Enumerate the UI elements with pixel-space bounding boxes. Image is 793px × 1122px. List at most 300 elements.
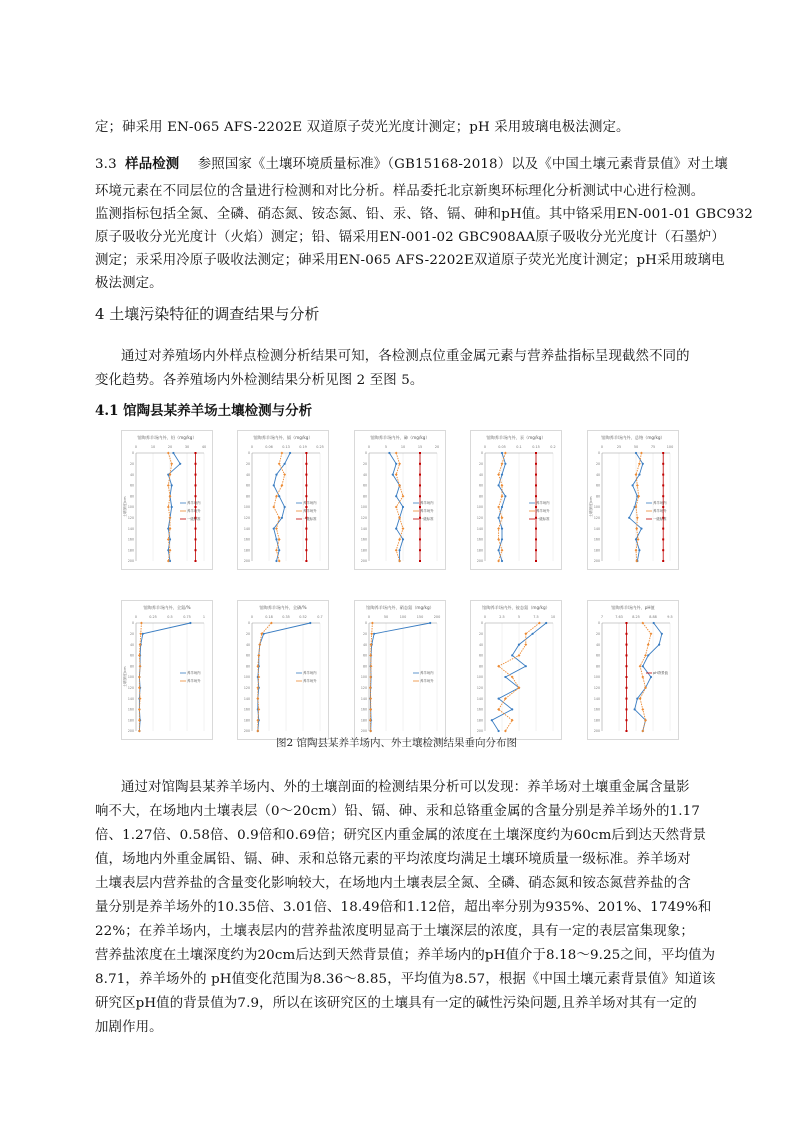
data-point [525, 665, 527, 667]
analysis-line: 倍、1.27倍、0.58倍、0.9倍和0.69倍；研究区内重金属的浓度在土壤深度约为60cm后到达天然背景 [95, 828, 707, 843]
data-point [275, 549, 278, 552]
y-tick-label: 160 [360, 537, 367, 542]
y-tick-label: 140 [127, 526, 134, 531]
data-point [501, 516, 504, 519]
y-tick-label: 200 [593, 559, 600, 564]
chart-svg [238, 431, 328, 569]
data-point [497, 473, 500, 476]
data-point [535, 484, 537, 486]
data-point [638, 549, 640, 551]
data-point [518, 654, 521, 657]
y-tick-label: 140 [360, 696, 367, 701]
series-line [274, 453, 285, 561]
y-tick-label: 120 [476, 686, 483, 690]
data-point [625, 622, 627, 624]
data-point [491, 719, 493, 721]
y-tick-label: 80 [129, 494, 134, 499]
data-point [275, 538, 277, 540]
data-point [498, 484, 500, 486]
chart-svg [588, 601, 678, 739]
chart-title: 馆陶养羊场内外、全磷/% [259, 605, 307, 610]
data-point [501, 549, 504, 552]
y-tick-label: 80 [245, 664, 250, 669]
data-point [628, 517, 630, 519]
data-point [535, 528, 537, 530]
data-point [171, 506, 173, 508]
x-tick-label: 8.88 [649, 615, 657, 619]
data-point [275, 527, 278, 530]
data-point [289, 452, 291, 454]
y-tick-label: 80 [478, 494, 483, 499]
analysis-line: 土壤表层内营养盐的含量变化影响较大，在场地内土壤表层全氮、全磷、硝态氮和铵态氮营养盐的含 [95, 876, 691, 891]
section-heading: 4 土壤污染特征的调查结果与分析 [95, 305, 320, 323]
chart-svg [355, 431, 445, 569]
chart-title: 馆陶养羊场内外、硝态氮（mg/kg） [366, 605, 434, 610]
x-tick-label: 0.52 [299, 615, 307, 619]
data-point [498, 517, 500, 519]
data-point [635, 527, 638, 530]
y-tick-label: 60 [595, 483, 600, 488]
data-point [504, 495, 506, 497]
legend-label: 一级标准 [420, 517, 434, 522]
series-line [139, 623, 190, 731]
y-tick-label: 80 [129, 664, 134, 669]
y-tick-label: 80 [595, 664, 600, 669]
x-tick-label: 0 [483, 615, 487, 619]
data-point [501, 452, 503, 454]
data-point [535, 538, 537, 540]
legend-label: pH背景值 [653, 671, 668, 676]
y-tick-label: 40 [362, 642, 367, 647]
data-point [402, 495, 405, 498]
chart-svg [238, 601, 328, 739]
profile-chart [237, 430, 329, 570]
data-point [195, 538, 197, 540]
data-point [419, 484, 421, 486]
data-point [497, 527, 500, 530]
y-tick-label: 0 [247, 451, 250, 456]
legend-label: 养羊场内 [536, 501, 550, 506]
y-tick-label: 20 [595, 632, 600, 636]
x-tick-label: 50 [383, 615, 389, 619]
section-number: 3.3 [95, 157, 117, 172]
y-tick-label: 200 [360, 559, 367, 564]
data-point [278, 549, 280, 551]
y-tick-label: 0 [131, 621, 134, 626]
data-point [650, 676, 652, 678]
chart-svg [588, 431, 678, 569]
data-point [625, 665, 627, 667]
data-point [662, 463, 664, 465]
data-point [169, 516, 172, 519]
data-point [370, 632, 373, 635]
data-point [640, 452, 643, 455]
y-tick-label: 40 [129, 642, 134, 647]
data-point [257, 654, 260, 657]
data-point [625, 676, 627, 678]
data-point [625, 708, 627, 710]
data-point [662, 474, 664, 476]
data-point [518, 644, 520, 646]
y-tick-label: 180 [360, 718, 367, 723]
y-tick-label: 140 [476, 696, 483, 701]
data-point [305, 560, 307, 562]
y-tick-label: 0 [247, 621, 250, 626]
data-point [662, 484, 664, 486]
chart-title: 馆陶养羊场内外、砷（mg/kg） [370, 435, 430, 440]
data-point [662, 452, 664, 454]
y-tick-label: 80 [478, 664, 483, 669]
data-point [498, 730, 500, 732]
y-tick-label: 120 [243, 516, 250, 520]
data-point [369, 654, 372, 657]
data-point [639, 665, 642, 668]
x-tick-label: 50 [633, 445, 639, 449]
data-point [504, 452, 507, 455]
y-tick-label: 0 [597, 451, 600, 456]
y-tick-label: 200 [476, 729, 483, 734]
data-point [273, 484, 275, 486]
data-point [419, 452, 421, 454]
data-point [511, 708, 513, 710]
x-tick-label: 7.5 [533, 615, 539, 619]
x-tick-label: 0.2 [550, 445, 556, 449]
y-tick-label: 180 [127, 718, 134, 723]
data-point [625, 633, 627, 635]
y-tick-label: 20 [478, 632, 483, 636]
profile-chart [587, 600, 679, 740]
data-point [305, 484, 307, 486]
y-tick-label: 40 [478, 642, 483, 647]
y-tick-label: 180 [360, 548, 367, 553]
legend-label: 一级标准 [653, 517, 667, 522]
chart-svg [471, 601, 561, 739]
legend-label: 一级标准 [536, 517, 550, 522]
y-tick-label: 40 [129, 472, 134, 477]
data-point [625, 719, 627, 721]
x-tick-label: 10 [550, 615, 556, 619]
data-point [501, 474, 503, 476]
chart-svg [122, 601, 212, 739]
data-point [419, 549, 421, 551]
data-point [399, 549, 401, 551]
data-point [398, 560, 401, 563]
section-text: 参照国家《土壤环境质量标准》（GB15168-2018）以及《中国土壤元素背景值》对土壤 [197, 157, 728, 172]
data-point [635, 473, 638, 476]
data-point [167, 506, 170, 509]
y-tick-label: 40 [362, 472, 367, 477]
y-tick-label: 80 [362, 664, 367, 669]
data-point [419, 474, 421, 476]
x-tick-label: 5 [517, 615, 521, 619]
data-point [305, 506, 307, 508]
y-tick-label: 180 [243, 718, 250, 723]
x-tick-label: 10 [150, 445, 156, 449]
x-tick-label: 0.25 [316, 445, 324, 449]
y-tick-label: 100 [127, 675, 134, 680]
analysis-line: 响不大，在场地内土壤表层（0～20cm）铅、镉、砷、汞和总铬重金属的含量分别是养羊场外的1.17 [95, 804, 701, 819]
data-point [641, 730, 644, 733]
analysis-line: 研究区pH值的背景值为7.9，所以在该研究区的土壤具有一定的碱性污染问题,且养羊场对其有一定的 [95, 996, 697, 1011]
x-tick-label: 2.5 [499, 615, 505, 619]
x-tick-label: 0 [367, 615, 371, 619]
data-point [634, 708, 636, 710]
y-tick-label: 120 [593, 516, 600, 520]
data-point [498, 698, 500, 700]
y-tick-label: 100 [476, 675, 483, 680]
data-point [256, 697, 259, 700]
data-point [632, 484, 634, 486]
legend-label: 养羊场内 [187, 671, 201, 676]
y-tick-label: 60 [478, 653, 483, 658]
analysis-line: 值，场地内外重金属铅、镉、砷、汞和总铬元素的平均浓度均满足土壤环境质量一级标准。养羊场对 [95, 852, 691, 867]
chart-svg [471, 431, 561, 569]
data-point [647, 643, 650, 646]
body-line: 环境元素在不同层位的含量进行检测和对比分析。样品委托北京新奥环标理化分析测试中心进行检测。 [95, 184, 705, 199]
data-point [636, 516, 639, 519]
y-tick-label: 20 [129, 462, 134, 466]
body-line: 测定；汞采用冷原子吸收法测定；砷采用EN-065 AFS-2202E双道原子荧光光度计测定；pH采用玻璃电 [95, 253, 725, 268]
x-tick-label: 0 [250, 445, 254, 449]
y-tick-label: 0 [597, 621, 600, 626]
y-tick-label: 200 [476, 559, 483, 564]
x-tick-label: 0.15 [532, 445, 540, 449]
chart-title: 馆陶养羊场内外、铅（mg/kg） [137, 435, 197, 440]
chart-title: 馆陶养羊场内外、汞（mg/kg） [486, 435, 546, 440]
profile-chart [470, 600, 562, 740]
y-tick-label: 120 [476, 516, 483, 520]
data-point [497, 560, 500, 563]
x-tick-label: 150 [416, 615, 424, 619]
data-point [535, 463, 537, 465]
y-tick-label: 140 [243, 696, 250, 701]
data-point [419, 560, 421, 562]
y-tick-label: 140 [593, 526, 600, 531]
data-point [283, 473, 286, 476]
x-tick-label: 100 [399, 615, 407, 619]
data-point [369, 730, 372, 733]
y-tick-label: 20 [245, 462, 250, 466]
chart-title: 馆陶养羊场内外、pH值 [611, 605, 655, 610]
data-point [139, 632, 142, 635]
y-tick-label: 100 [360, 505, 367, 510]
y-tick-label: 40 [595, 472, 600, 477]
data-point [305, 528, 307, 530]
y-tick-label: 80 [245, 494, 250, 499]
data-point [636, 484, 639, 487]
data-point [501, 506, 503, 508]
data-point [388, 452, 390, 454]
y-tick-label: 60 [245, 653, 250, 658]
chart-title: 馆陶养羊场内外、总铬（mg/kg） [601, 435, 665, 440]
paragraph-line: 变化趋势。各养殖场内外检测结果分析见图 2 至图 5。 [95, 373, 424, 388]
x-tick-label: 9.5 [667, 615, 673, 619]
data-point [172, 452, 174, 454]
analysis-line: 营养盐浓度在土壤深度约为20cm后达到天然背景值；养羊场内的pH值介于8.18～9.25之间，平均值为 [95, 948, 716, 963]
data-point [535, 474, 537, 476]
x-tick-label: 20 [434, 445, 440, 449]
data-point [642, 665, 644, 667]
data-point [625, 698, 627, 700]
data-point [419, 495, 421, 497]
y-tick-label: 140 [360, 526, 367, 531]
data-point [395, 452, 398, 455]
y-tick-label: 160 [593, 707, 600, 712]
data-point [398, 516, 401, 519]
profile-chart [354, 430, 446, 570]
data-point [305, 495, 307, 497]
y-tick-label: 0 [364, 621, 367, 626]
data-point [501, 528, 503, 530]
x-tick-label: 0 [134, 615, 138, 619]
data-point [661, 633, 663, 635]
x-tick-label: 0.7 [317, 615, 323, 619]
y-tick-label: 100 [243, 505, 250, 510]
x-tick-label: 7 [600, 615, 604, 619]
x-tick-label: 10 [400, 445, 406, 449]
y-tick-label: 80 [595, 494, 600, 499]
data-point [278, 538, 281, 541]
y-tick-label: 20 [129, 632, 134, 636]
data-point [167, 452, 170, 455]
data-point [653, 622, 655, 624]
data-point [524, 643, 527, 646]
series-line [274, 453, 290, 561]
data-point [169, 527, 172, 530]
data-point [395, 506, 398, 509]
data-point [369, 708, 372, 711]
data-point [501, 538, 503, 540]
data-point [636, 698, 638, 700]
data-point [640, 528, 642, 530]
y-tick-label: 100 [360, 675, 367, 680]
profile-chart [121, 430, 213, 570]
y-tick-label: 20 [245, 632, 250, 636]
x-tick-label: 0.25 [149, 615, 157, 619]
y-tick-label: 20 [478, 462, 483, 466]
data-point [140, 622, 143, 625]
y-tick-label: 180 [476, 548, 483, 553]
y-tick-label: 40 [245, 642, 250, 647]
y-tick-label: 120 [360, 516, 367, 520]
y-tick-label: 180 [593, 548, 600, 553]
y-tick-label: 0 [480, 621, 483, 626]
y-tick-label: 200 [243, 729, 250, 734]
x-tick-label: 20 [167, 445, 173, 449]
data-point [170, 462, 173, 465]
data-point [278, 495, 280, 497]
x-tick-label: 0.13 [282, 445, 290, 449]
data-point [167, 538, 170, 541]
y-tick-label: 120 [360, 686, 367, 690]
figure-caption: 图2 馆陶县某养羊场内、外土壤检测结果垂向分布图 [275, 737, 518, 749]
y-tick-label: 20 [362, 462, 367, 466]
data-point [498, 549, 500, 551]
x-tick-label: 0.75 [183, 615, 191, 619]
data-point [402, 538, 404, 540]
profile-chart [121, 600, 213, 740]
x-tick-label: 0 [600, 445, 604, 449]
data-point [662, 495, 664, 497]
legend-label: 养羊场内 [187, 501, 201, 506]
y-tick-label: 60 [362, 653, 367, 658]
data-point [284, 506, 286, 508]
y-tick-label: 60 [478, 483, 483, 488]
data-point [169, 549, 172, 552]
y-tick-label: 200 [127, 559, 134, 564]
analysis-line: 8.71，养羊场外的 pH值变化范围为8.36～8.85，平均值为8.57，根据《中国土壤元素背景值》知道该 [95, 972, 716, 987]
data-point [644, 654, 647, 657]
data-point [195, 560, 197, 562]
data-point [638, 462, 641, 465]
data-point [625, 730, 627, 732]
data-point [278, 462, 281, 465]
section-3-3-line [95, 153, 728, 172]
x-tick-label: 0 [134, 445, 138, 449]
data-point [273, 528, 275, 530]
chart-svg [355, 601, 445, 739]
y-tick-label: 40 [245, 472, 250, 477]
x-tick-label: 0.1 [516, 445, 522, 449]
data-point [511, 654, 513, 656]
x-tick-label: 5 [384, 445, 388, 449]
y-tick-label: 0 [131, 451, 134, 456]
y-tick-label: 80 [362, 494, 367, 499]
data-point [642, 463, 644, 465]
series-line [370, 623, 430, 731]
data-point [195, 506, 197, 508]
chart-svg [122, 431, 212, 569]
x-tick-label: 8.25 [632, 615, 640, 619]
legend-label: 养羊场内 [303, 671, 317, 676]
data-point [419, 463, 421, 465]
x-tick-label: 30 [184, 445, 190, 449]
data-point [504, 676, 506, 678]
data-point [278, 560, 281, 563]
legend-label: 养羊场内 [653, 501, 667, 506]
data-point [398, 462, 401, 465]
series-line [635, 623, 662, 731]
data-point [625, 654, 627, 656]
y-tick-label: 0 [480, 451, 483, 456]
x-tick-label: 40 [201, 445, 207, 449]
data-point [532, 633, 534, 635]
legend-label: 养羊场外 [303, 509, 317, 514]
data-point [501, 462, 504, 465]
y-tick-label: 20 [595, 462, 600, 466]
data-point [419, 528, 421, 530]
x-tick-label: 1 [202, 615, 206, 619]
profile-chart [237, 600, 329, 740]
data-point [535, 506, 537, 508]
data-point [169, 495, 172, 498]
data-point [662, 528, 664, 530]
data-point [281, 452, 284, 455]
data-point [504, 463, 506, 465]
data-point [635, 452, 637, 454]
data-point [195, 495, 197, 497]
y-tick-label: 180 [127, 548, 134, 553]
y-tick-label: 160 [243, 707, 250, 712]
y-tick-label: 180 [593, 718, 600, 723]
data-point [641, 708, 644, 711]
data-point [662, 560, 664, 562]
subsection-heading: 4.1 馆陶县某养羊场土壤检测与分析 [95, 403, 313, 419]
data-point [497, 538, 500, 541]
x-tick-label: 0 [250, 615, 254, 619]
y-tick-label: 160 [127, 707, 134, 712]
data-point [179, 463, 181, 465]
